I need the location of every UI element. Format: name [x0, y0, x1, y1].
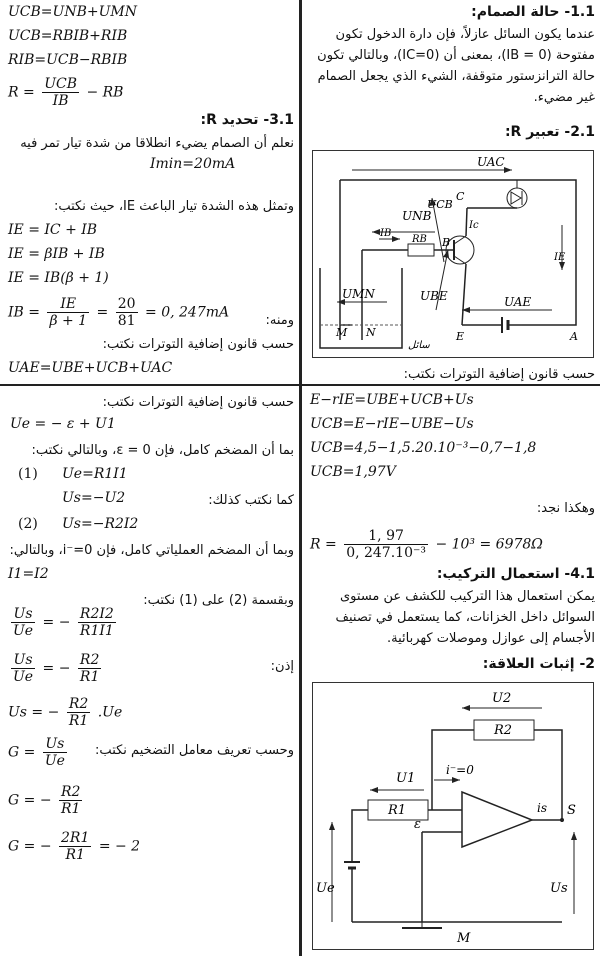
heading-4-1: 4.1- استعمال التركيب:	[436, 566, 595, 582]
eq-bl-f1: $\frac{Us}{Ue}$ = − $\frac{R2I2}{R1I1}$	[13, 606, 114, 639]
column-divider	[299, 0, 302, 956]
label-idhan: إذن:	[270, 659, 294, 674]
circuit-diagram-2	[312, 682, 594, 950]
label-liquid: سائل	[408, 340, 430, 351]
paragraph-4-1: يمكن استعمال هذا التركيب للكشف عن مستوى السوائل داخل الخزانات، كما يستعمل في تصنيف الأجسام إلى عوازل وموصلات كهربائية.	[335, 589, 595, 646]
label-iminus: i⁻=0	[446, 763, 474, 777]
label-uac: UAC	[477, 155, 505, 169]
label-a: A	[570, 330, 578, 343]
eq-tl-3: RIB=UCB−RBIB	[8, 52, 128, 68]
label-ue: Ue	[316, 881, 335, 896]
bl-line-1: حسب قانون إضافية التوترات نكتب:	[102, 395, 294, 410]
label-e: E	[456, 330, 465, 343]
bl-line-5: وبقسمة (2) على (1) نكتب:	[143, 593, 294, 608]
label-hakadha: وهكذا نجد:	[536, 501, 595, 516]
eq-bl-3: Us=−U2	[62, 490, 126, 506]
label-r1: R1	[388, 803, 407, 818]
paragraph-3-1: نعلم أن الصمام يضيء انطلاقا من شدة تيار تمر فيه	[20, 136, 294, 151]
eq-tl-6: IE = βIB + IB	[8, 246, 105, 262]
heading-1-1: 1.1- حالة الصمام:	[471, 4, 595, 20]
label-rb: RB	[412, 234, 427, 245]
bl-line-4: وبما أن المضخم العملياتي كامل، فإن i⁻=0، وبالتالي:	[9, 543, 294, 558]
led-icon	[507, 188, 527, 208]
eq-bl-g1: G = $\frac{Us}{Ue}$	[8, 736, 65, 769]
paragraph-1-1: عندما يكون السائل عازلاً، فإن دارة الدخول تكون مفتوحة (0 = IB)، بمعنى أن (IC=0)، وبالتالي تكون حالة الترانزستور متوقفة، الشيء الذي يجعل الصمام غير مضيء.	[317, 27, 595, 105]
eq-bl-4: Us=−R2I2	[62, 516, 139, 532]
eq-bl-f2: $\frac{Us}{Ue}$ = − $\frac{R2}{R1}$	[13, 652, 100, 685]
eq-bl-g3: G = − $\frac{2R1}{R1}$ = − 2	[8, 830, 141, 863]
bl-line-2: بما أن المضخم كامل، فإن 0 = ε، وبالتالي نكتب:	[31, 443, 294, 458]
label-r2: R2	[494, 723, 513, 738]
bl-line-6: وحسب تعريف معامل التضخيم نكتب:	[95, 743, 294, 758]
label-u2: U2	[492, 691, 512, 706]
circuit-diagram-1	[312, 150, 594, 358]
label-n: N	[366, 326, 376, 339]
label-c: C	[456, 190, 465, 203]
bl-line-3: كما نكتب كذلك:	[208, 493, 294, 508]
paragraph-3-1c: حسب قانون إضافية التوترات نكتب:	[102, 337, 294, 352]
label-u1: U1	[396, 771, 416, 786]
eq-imin: Imin=20mA	[150, 156, 236, 172]
label-uae: UAE	[504, 295, 532, 309]
label-menh: ومنه:	[265, 313, 294, 328]
eq-br-2: UCB=E−rIE−UBE−Us	[310, 416, 474, 432]
eq-tl-2: UCB=RBIB+RIB	[8, 28, 128, 44]
label-m: M	[336, 326, 348, 339]
label-eps: ε	[414, 817, 421, 832]
eq-number-1: (1)	[18, 466, 38, 482]
heading-3-1: 3.1- تحديد R:	[200, 112, 294, 128]
label-m2: M	[457, 931, 471, 946]
eq-tl-4: R = $\frac{\text{UCB}}{IB}$ − RB	[8, 76, 124, 109]
eq-bl-1: Ue = − ε + U1	[10, 416, 116, 432]
label-us: Us	[550, 881, 568, 896]
eq-bl-2: Ue=R1I1	[62, 466, 128, 482]
label-ic: Ic	[469, 220, 479, 231]
eq-tl-9: UAE=UBE+UCB+UAC	[8, 360, 173, 376]
eq-br-r: R = $\frac{1, 97}{\text{0, 247.10⁻³}}$ − 10³ = 6978Ω	[310, 528, 543, 561]
eq-br-3: UCB=4,5−1,5.20.10⁻³−0,7−1,8	[310, 440, 537, 456]
label-unb: UNB	[402, 209, 432, 223]
eq-tl-8: IB = $\frac{IE}{\beta + 1}$ = $\frac{20}{81}$ = 0, 247mA	[8, 296, 230, 329]
eq-br-4: UCB=1,97V	[310, 464, 396, 480]
label-ucb: UCB	[427, 198, 453, 211]
top-right-footer: حسب قانون إضافية التوترات نكتب:	[403, 367, 595, 382]
paragraph-3-1b: وتمثل هذه الشدة تيار الباعث IE، حيث نكتب:	[53, 199, 294, 214]
eq-tl-1: UCB=UNB+UMN	[8, 4, 137, 20]
label-umn: UMN	[342, 287, 375, 301]
op-amp-icon	[462, 792, 532, 847]
label-s: S	[567, 803, 576, 818]
label-b: B	[442, 236, 451, 249]
eq-tl-7: IE = IB(β + 1)	[8, 270, 109, 286]
eq-bl-5: I1=I2	[8, 566, 49, 582]
label-is: is	[537, 801, 547, 815]
heading-2-1: 2.1- تعبير R:	[504, 124, 595, 140]
label-ie: IE	[554, 252, 566, 263]
eq-tl-5: IE = IC + IB	[8, 222, 98, 238]
label-ib: IB	[380, 228, 392, 239]
eq-bl-f3: Us = − $\frac{R2}{R1}$ .Ue	[8, 696, 123, 729]
eq-bl-g2: G = − $\frac{R2}{R1}$	[8, 784, 81, 817]
label-ube: UBE	[420, 289, 448, 303]
eq-br-1: E−rIE=UBE+UCB+Us	[310, 392, 474, 408]
eq-number-2: (2)	[18, 516, 38, 532]
heading-2: 2- إثبات العلاقة:	[482, 656, 595, 672]
